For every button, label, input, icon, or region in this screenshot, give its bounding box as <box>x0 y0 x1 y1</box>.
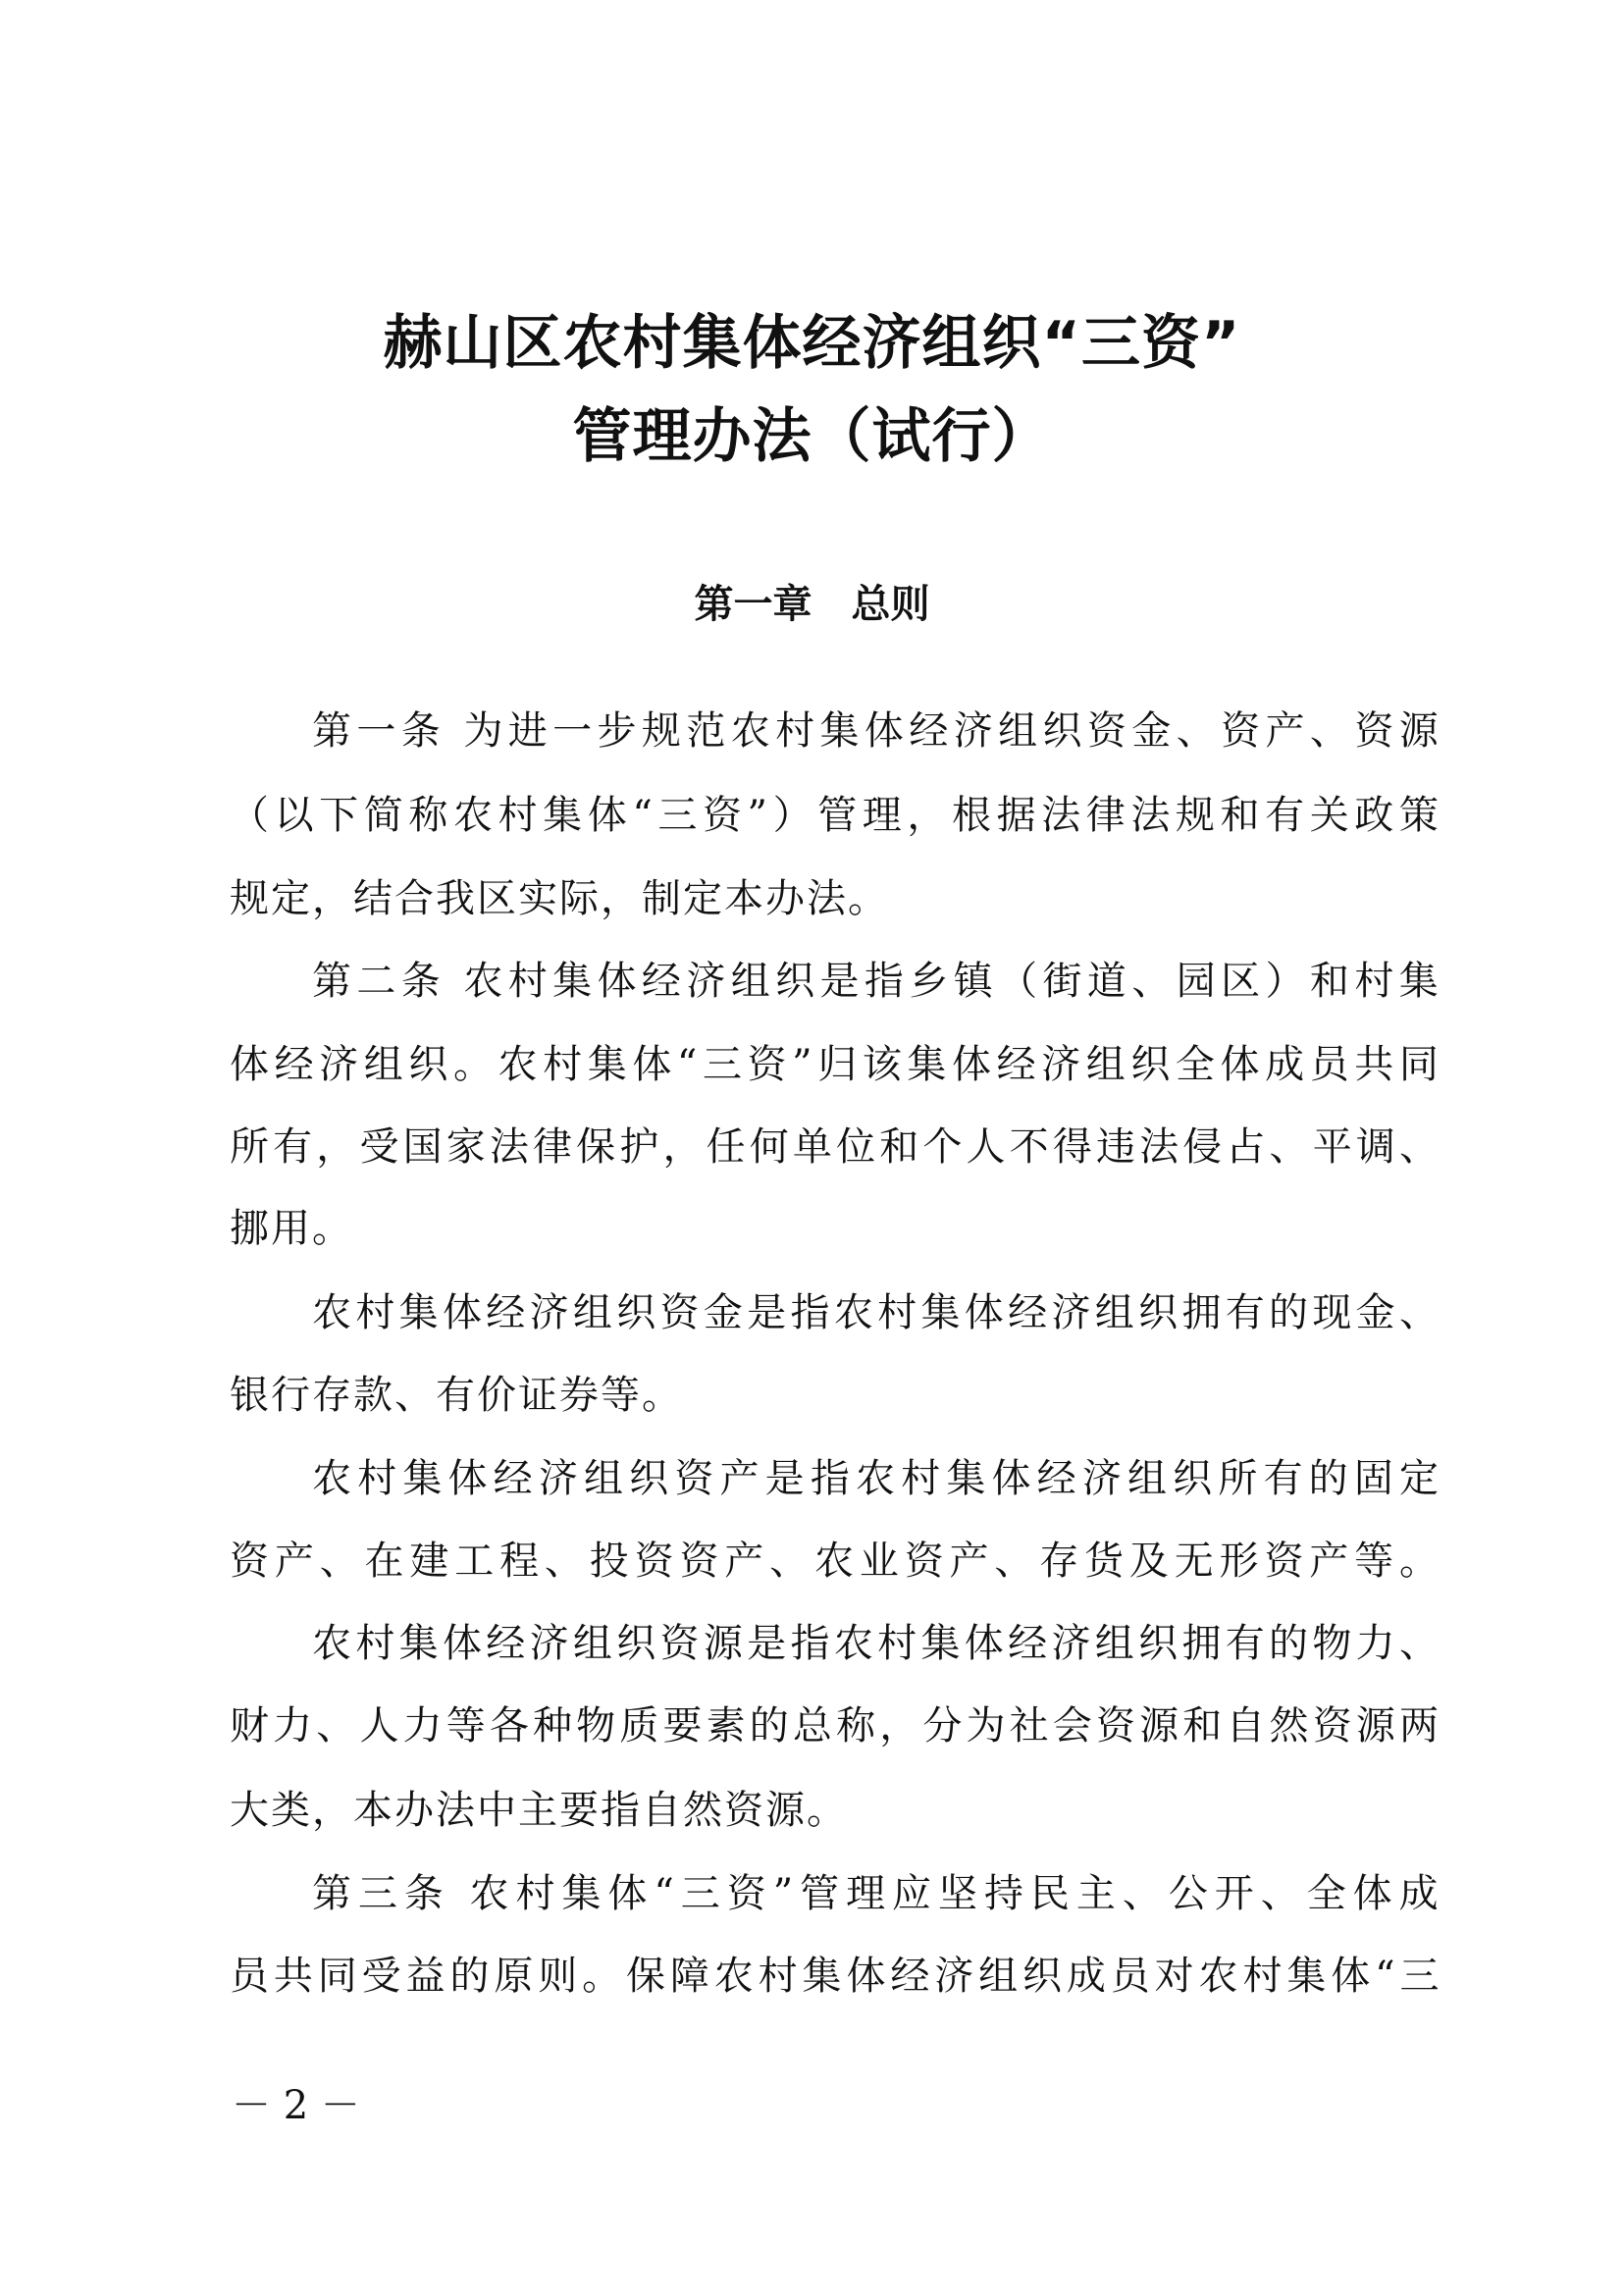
body-line: 员共同受益的原则。保障农村集体经济组织成员对农村集体“三 <box>230 1954 1444 1999</box>
body-line: 农村集体经济组织资产是指农村集体经济组织所有的固定 <box>312 1456 1445 1501</box>
body-line: 挪用。 <box>230 1206 353 1251</box>
body-line: 体经济组织。农村集体“三资”归该集体经济组织全体成员共同 <box>230 1042 1444 1087</box>
document-title-line-1: 赫山区农村集体经济组织“三资” <box>383 309 1241 378</box>
body-line: 资产、在建工程、投资资产、农业资产、存货及无形资产等。 <box>230 1539 1444 1584</box>
body-line: 第二条 农村集体经济组织是指乡镇（街道、园区）和村集 <box>312 959 1444 1004</box>
body-line: 所有，受国家法律保护，任何单位和个人不得违法侵占、平调、 <box>230 1124 1443 1170</box>
body-line: 第一条 为进一步规范农村集体经济组织资金、资产、资源 <box>312 708 1444 754</box>
page-number: － 2 － <box>232 2083 360 2128</box>
document-title-line-2: 管理办法（试行） <box>572 402 1052 471</box>
body-line: 规定，结合我区实际，制定本办法。 <box>230 876 889 921</box>
body-line: 财力、人力等各种物质要素的总称，分为社会资源和自然资源两 <box>230 1703 1443 1748</box>
body-line: 大类，本办法中主要指自然资源。 <box>230 1788 848 1833</box>
body-line: （以下简称农村集体“三资”）管理，根据法律法规和有关政策 <box>230 793 1444 838</box>
chapter-heading: 第一章 总则 <box>694 582 930 627</box>
body-line: 银行存款、有价证券等。 <box>230 1373 683 1418</box>
body-line: 农村集体经济组织资源是指农村集体经济组织拥有的物力、 <box>312 1621 1443 1666</box>
body-line: 第三条 农村集体“三资”管理应坚持民主、公开、全体成 <box>312 1871 1445 1916</box>
body-line: 农村集体经济组织资金是指农村集体经济组织拥有的现金、 <box>312 1290 1443 1335</box>
